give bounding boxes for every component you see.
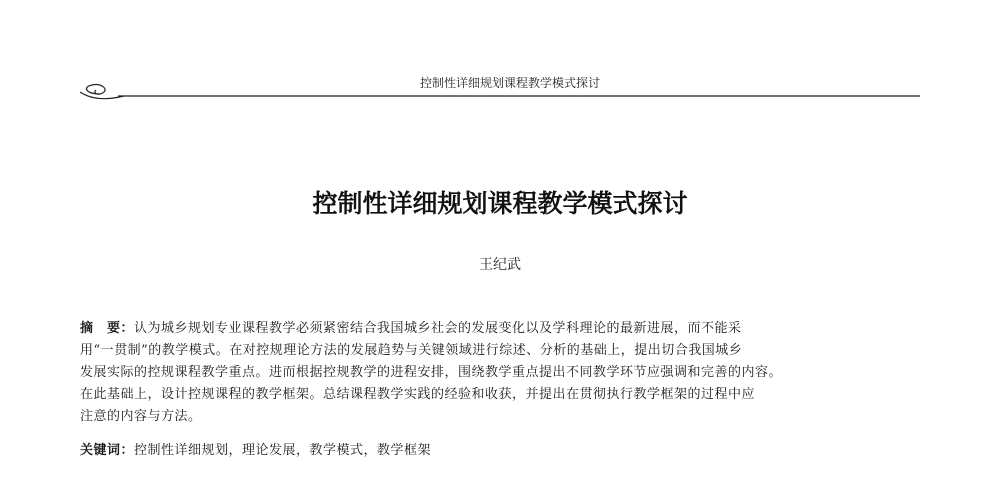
- keywords-label: 关键词：: [80, 443, 135, 458]
- abstract-label: 摘 要：: [80, 321, 135, 336]
- abstract-line-1: 摘 要：认为城乡规划专业课程教学必须紧密结合我国城乡社会的发展变化以及学科理论的最新进展，而不能采: [80, 321, 742, 336]
- abstract-line-5: 注意的内容与方法。: [80, 409, 202, 424]
- keywords-text: 控制性详细规划，理论发展，教学模式，教学框架: [134, 443, 432, 458]
- abstract: [80, 318, 922, 428]
- paper-title: 控制性详细规划课程教学模式探讨: [312, 189, 688, 218]
- author-name: 王纪武: [479, 257, 521, 273]
- abstract-line-4: 在此基础上，设计控规课程的教学框架。总结课程教学实践的经验和收获，并提出在贯彻执行教学框架的过程中应: [80, 387, 756, 402]
- running-header: 控制性详细规划课程教学模式探讨: [419, 76, 600, 90]
- abstract-line-2: 用“一贯制”的教学模式。在对控规理论方法的发展趋势与关键领域进行综述、分析的基础上，提出切合我国城乡: [80, 343, 743, 358]
- header-decorative-rule: [78, 82, 920, 104]
- keywords: [80, 440, 922, 462]
- abstract-line-3: 发展实际的控规课程教学重点。进而根据控规教学的进程安排，围绕教学重点提出不同教学环节应强调和完善的内容。: [80, 365, 783, 380]
